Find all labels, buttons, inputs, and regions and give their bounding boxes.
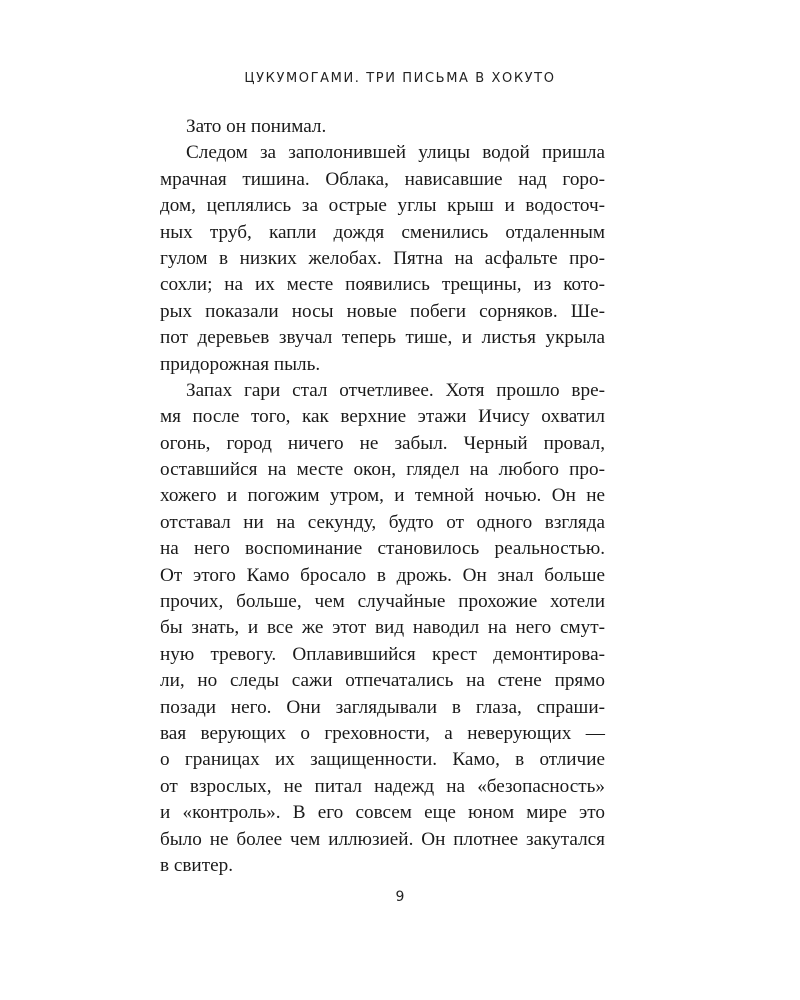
text-line: хожего и погожим утром, и темной ночью. Он не <box>160 485 605 507</box>
text-line: позади него. Они заглядывали в глаза, спраши- <box>160 696 605 718</box>
text-line: дом, цеплялись за острые углы крыш и водосточ- <box>160 195 605 217</box>
text-line: мя после того, как верхние этажи Ичису охватил <box>160 406 605 428</box>
text-line: прочих, больше, чем случайные прохожие хотели <box>160 591 605 613</box>
text-line: бы знать, и все же этот вид наводил на него смут- <box>160 617 605 639</box>
text-line: Запах гари стал отчетливее. Хотя прошло вре- <box>186 379 605 401</box>
text-line: придорожная пыль. <box>160 353 321 375</box>
running-head: ЦУКУМОГАМИ. ТРИ ПИСЬМА В ХОКУТО <box>244 71 556 86</box>
body-text <box>160 114 605 879</box>
text-line: на него воспоминание становилось реальностью. <box>160 538 605 560</box>
text-line: гулом в низких желобах. Пятна на асфальте про- <box>160 247 605 269</box>
text-line: пот деревьев звучал теперь тише, и листья укрыла <box>160 327 605 349</box>
text-line: сохли; на их месте появились трещины, из кото- <box>160 274 605 296</box>
text-line: ли, но следы сажи отпечатались на стене прямо <box>160 670 605 692</box>
page-number: 9 <box>395 889 405 905</box>
text-line: ных труб, капли дождя сменились отдаленным <box>160 221 605 243</box>
text-line: Зато он понимал. <box>186 116 327 137</box>
text-line: мрачная тишина. Облака, нависавшие над горо- <box>160 168 605 190</box>
text-line: рых показали носы новые побеги сорняков. Ше- <box>160 300 605 322</box>
text-line: о границах их защищенности. Камо, в отличие <box>160 749 605 771</box>
text-line: отставал ни на секунду, будто от одного взгляда <box>160 511 605 533</box>
text-line: ную тревогу. Оплавившийся крест демонтирова- <box>160 643 605 665</box>
text-line: оставшийся на месте окон, глядел на любого про- <box>160 459 605 481</box>
text-line: огонь, город ничего не забыл. Черный провал, <box>160 432 605 454</box>
text-line: Следом за заполонившей улицы водой пришла <box>186 142 605 164</box>
text-line: от взрослых, не питал надежд на «безопасность» <box>160 775 605 797</box>
text-line: От этого Камо бросало в дрожь. Он знал больше <box>160 564 605 586</box>
text-line: и «контроль». В его совсем еще юном мире это <box>160 802 605 824</box>
text-line: вая верующих о греховности, а неверующих — <box>160 722 605 744</box>
text-line: в свитер. <box>160 854 233 876</box>
text-line: было не более чем иллюзией. Он плотнее закутался <box>160 828 605 850</box>
